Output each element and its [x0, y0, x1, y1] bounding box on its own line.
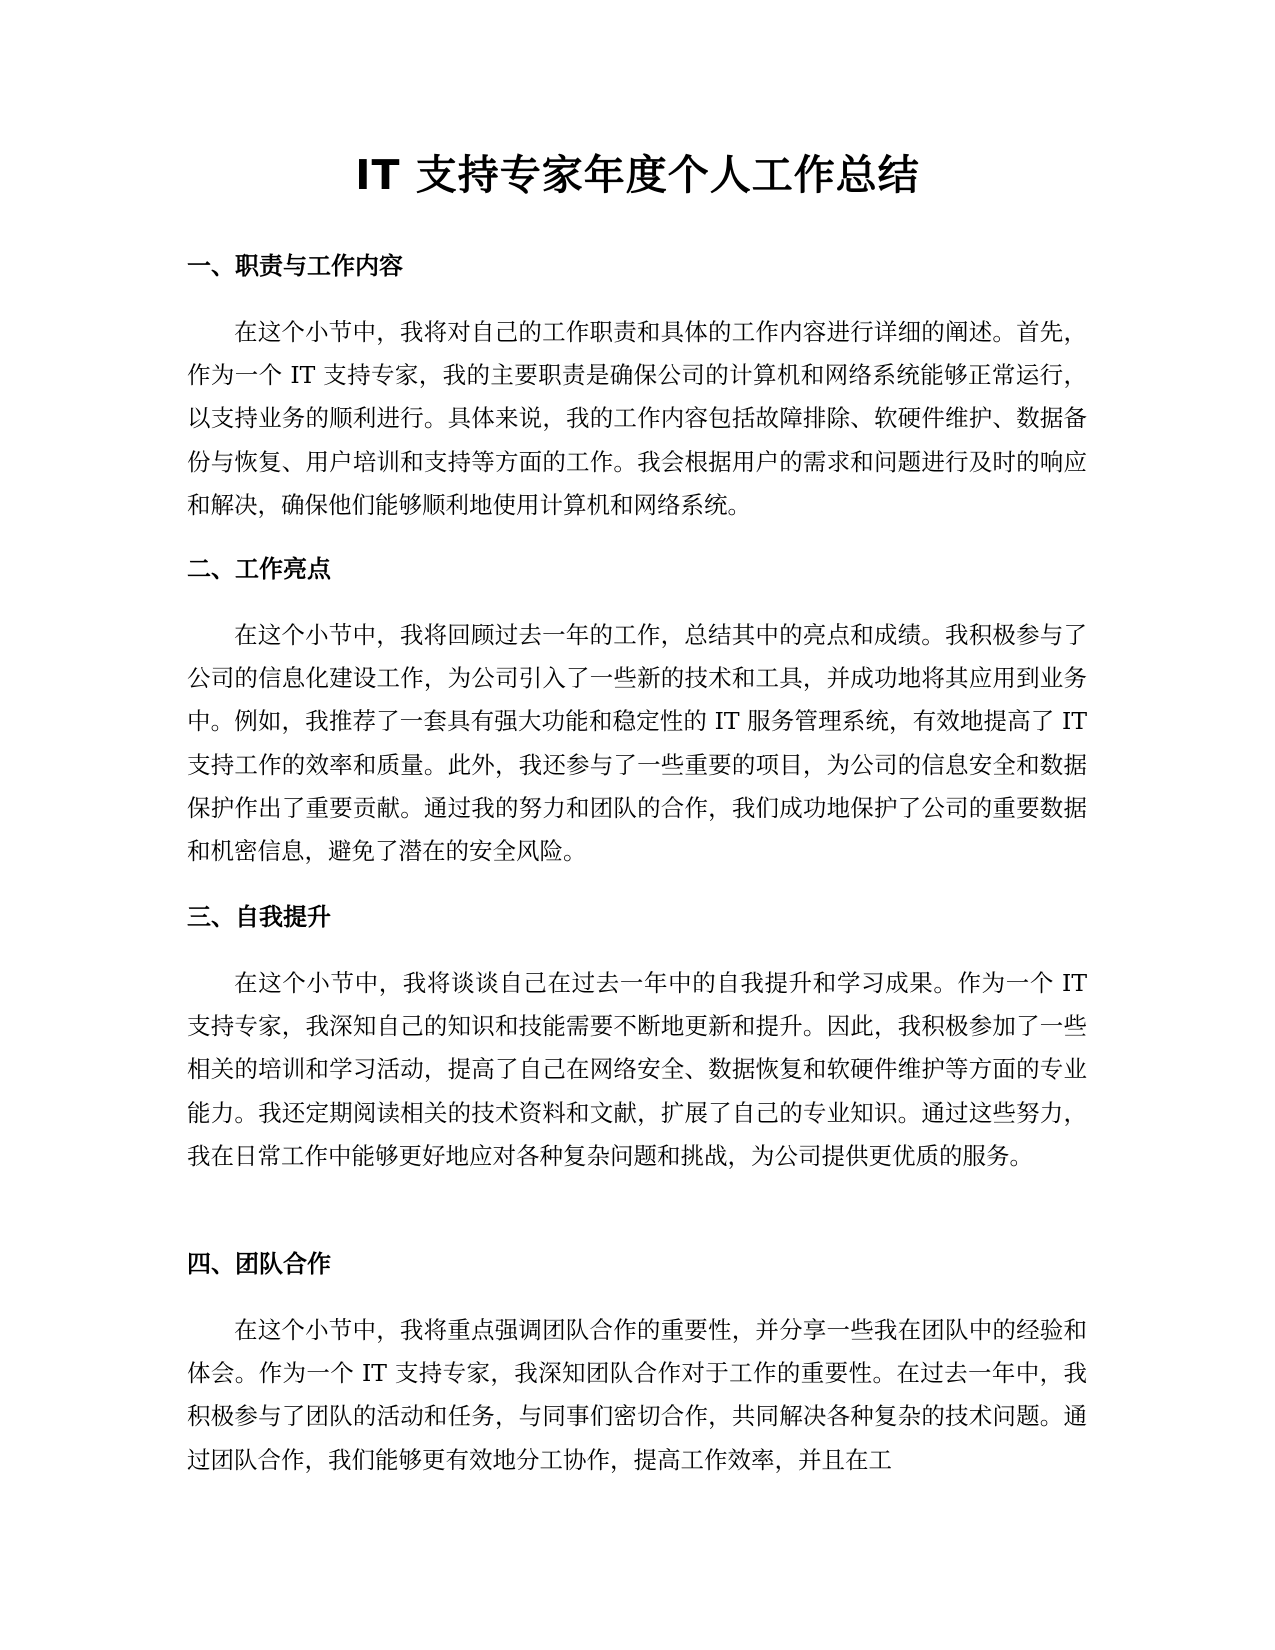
section-paragraph: 在这个小节中，我将谈谈自己在过去一年中的自我提升和学习成果。作为一个 IT 支持专家，我深知自己的知识和技能需要不断地更新和提升。因此，我积极参加了一些相关的培训和学习活动，提高了自己在网络安全、数据恢复和软硬件维护等方面的专业能力。我还定期阅读相关的技术资料和文献，扩展了自己的专业知识。通过这些努力，我在日常工作中能够更好地应对各种复杂问题和挑战，为公司提供更优质的服务。	[187, 969, 1087, 1170]
section-heading: 二、工作亮点	[187, 555, 331, 583]
section-paragraph: 在这个小节中，我将重点强调团队合作的重要性，并分享一些我在团队中的经验和体会。作为一个 IT 支持专家，我深知团队合作对于工作的重要性。在过去一年中，我积极参与了团队的活动和任务，与同事们密切合作，共同解决各种复杂的技术问题。通过团队合作，我们能够更有效地分工协作，提高工作效率，并且在工	[187, 1316, 1087, 1474]
section-teamwork	[187, 1248, 1087, 1482]
section-self-improvement	[187, 901, 1087, 1178]
section-highlights	[187, 553, 1087, 873]
section-heading: 三、自我提升	[187, 903, 331, 931]
document-title: IT 支持专家年度个人工作总结	[355, 151, 920, 199]
section-heading: 一、职责与工作内容	[187, 252, 403, 280]
section-duties	[187, 250, 1087, 527]
section-heading: 四、团队合作	[187, 1250, 331, 1278]
section-paragraph: 在这个小节中，我将对自己的工作职责和具体的工作内容进行详细的阐述。首先，作为一个 IT 支持专家，我的主要职责是确保公司的计算机和网络系统能够正常运行，以支持业务的顺利进行。具体来说，我的工作内容包括故障排除、软硬件维护、数据备份与恢复、用户培训和支持等方面的工作。我会根据用户的需求和问题进行及时的响应和解决，确保他们能够顺利地使用计算机和网络系统。	[187, 318, 1087, 519]
section-paragraph: 在这个小节中，我将回顾过去一年的工作，总结其中的亮点和成绩。我积极参与了公司的信息化建设工作，为公司引入了一些新的技术和工具，并成功地将其应用到业务中。例如，我推荐了一套具有强大功能和稳定性的 IT 服务管理系统，有效地提高了 IT 支持工作的效率和质量。此外，我还参与了一些重要的项目，为公司的信息安全和数据保护作出了重要贡献。通过我的努力和团队的合作，我们成功地保护了公司的重要数据和机密信息，避免了潜在的安全风险。	[187, 621, 1087, 866]
